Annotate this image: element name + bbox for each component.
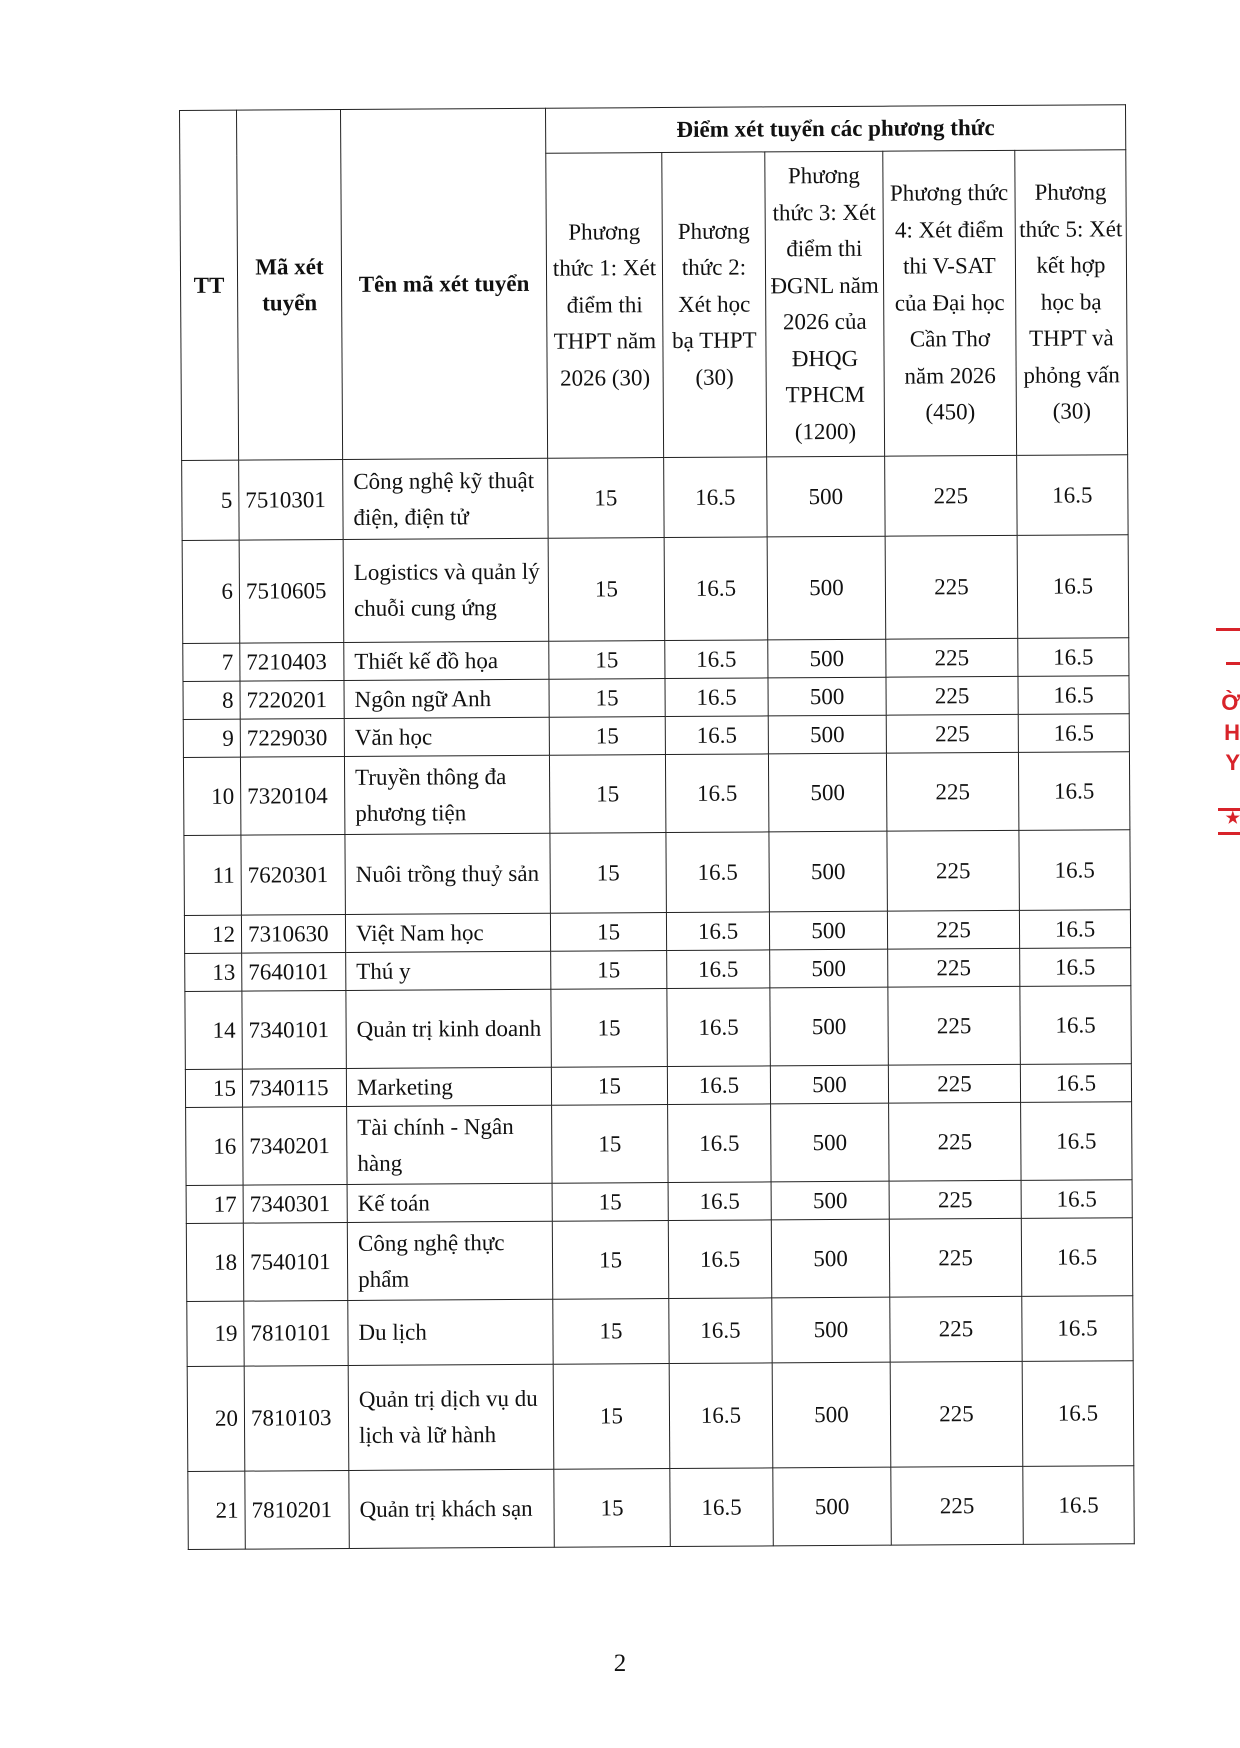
table-row [186,1218,1132,1302]
cell-tt: 15 [185,1069,242,1107]
cell-name: Nuôi trồng thuỷ sản [345,833,550,914]
cell-method-2: 16.5 [665,640,768,679]
table-row [185,948,1131,992]
cell-tt: 7 [183,643,240,681]
cell-method-3: 500 [768,639,886,678]
cell-tt: 13 [185,953,242,991]
cell-method-1: 15 [551,989,667,1068]
cell-method-3: 500 [770,949,888,988]
cell-method-5: 16.5 [1019,910,1130,949]
cell-method-4: 225 [891,1466,1023,1545]
cell-tt: 6 [182,540,240,643]
cell-method-4: 225 [889,1218,1021,1297]
cell-method-3: 500 [771,1181,889,1220]
cell-tt: 21 [188,1471,245,1549]
cell-code: 7510605 [239,540,344,644]
header-code: Mã xét tuyển [237,110,343,461]
cell-name: Thú y [346,951,551,990]
cell-method-2: 16.5 [668,1220,771,1299]
cell-method-4: 225 [888,986,1020,1065]
cell-method-4: 225 [890,1361,1023,1467]
cell-method-4: 225 [886,638,1018,677]
cell-method-4: 225 [889,1102,1021,1181]
cell-name: Truyền thông đa phương tiện [344,755,549,834]
cell-method-1: 15 [548,538,665,642]
cell-method-1: 15 [554,1469,670,1548]
cell-method-4: 225 [888,948,1020,987]
cell-name: Quản trị kinh doanh [346,989,551,1068]
cell-method-5: 16.5 [1018,714,1129,753]
cell-name: Quản trị dịch vụ du lịch và lữ hành [348,1364,554,1470]
cell-method-5: 16.5 [1018,638,1129,677]
cell-method-1: 15 [551,951,667,990]
cell-method-3: 500 [770,1065,888,1104]
cell-name: Kế toán [347,1183,552,1222]
cell-method-1: 15 [549,679,665,718]
cell-code: 7220201 [240,681,344,720]
cell-tt: 17 [186,1185,243,1223]
cell-method-5: 16.5 [1020,1064,1131,1103]
header-name: Tên mã xét tuyển [341,108,548,459]
cell-method-1: 15 [549,641,665,680]
header-method-5: Phương thức 5: Xét kết hợp học bạ THPT và phỏng vấn (30) [1015,150,1128,456]
table-row [183,752,1129,836]
cell-method-5: 16.5 [1021,1180,1132,1219]
cell-method-4: 225 [885,455,1017,536]
cell-method-1: 15 [550,833,666,914]
cell-method-1: 15 [552,1221,668,1300]
cell-method-3: 500 [771,1219,889,1298]
header-method-3: Phương thức 3: Xét điểm thi ĐGNL năm 2026 của ĐHQG TPHCM (1200) [765,151,885,457]
cell-method-2: 16.5 [670,1468,773,1547]
cell-method-3: 500 [768,753,886,832]
cell-method-1: 15 [550,913,666,952]
cell-code: 7310630 [241,914,345,953]
cell-method-5: 16.5 [1021,1218,1132,1297]
cell-name: Thiết kế đồ họa [344,641,549,680]
cell-method-4: 225 [886,752,1018,831]
cell-method-2: 16.5 [664,537,768,641]
cell-method-5: 16.5 [1018,752,1129,831]
cell-method-5: 16.5 [1022,1296,1133,1362]
table-row [182,455,1128,541]
cell-method-1: 15 [552,1105,668,1184]
cell-method-1: 15 [551,1067,667,1106]
cell-method-1: 15 [548,458,664,539]
cell-method-2: 16.5 [666,832,769,913]
table-row [184,830,1130,916]
cell-method-3: 500 [767,456,885,537]
cell-tt: 20 [187,1366,245,1471]
cell-tt: 14 [185,991,242,1069]
table-row [182,535,1129,644]
cell-method-5: 16.5 [1021,1102,1132,1181]
table-row [183,676,1129,720]
cell-code: 7640101 [242,952,346,991]
cell-method-1: 15 [553,1364,670,1470]
cell-code: 7540101 [243,1222,347,1301]
cell-method-1: 15 [552,1183,668,1222]
cell-tt: 10 [183,757,240,835]
table-row [186,1102,1132,1186]
cell-method-4: 225 [886,676,1018,715]
header-tt: TT [180,110,239,460]
cell-method-2: 16.5 [669,1363,773,1469]
cell-method-2: 16.5 [667,988,770,1067]
cell-method-3: 500 [773,1467,891,1546]
table-row [184,910,1130,954]
cell-method-5: 16.5 [1018,676,1129,715]
cell-name: Marketing [346,1067,551,1106]
header-row-group [180,105,1126,156]
cell-method-5: 16.5 [1020,986,1131,1065]
cell-method-5: 16.5 [1023,1466,1134,1545]
cell-method-2: 16.5 [666,912,769,951]
cell-method-2: 16.5 [665,716,768,755]
cell-method-2: 16.5 [667,950,770,989]
page-number: 2 [613,1650,627,1677]
cell-name: Công nghệ thực phẩm [347,1221,552,1300]
cell-tt: 19 [187,1301,244,1366]
cell-method-4: 225 [887,910,1019,949]
cell-method-1: 15 [549,755,665,834]
cell-code: 7340301 [243,1184,347,1223]
table-row [186,1180,1132,1224]
cell-code: 7620301 [241,834,345,915]
cell-name: Công nghệ kỹ thuật điện, điện tử [343,458,548,539]
cell-tt: 18 [186,1223,243,1301]
cell-method-3: 500 [768,715,886,754]
cell-method-4: 225 [886,714,1018,753]
table-row [185,1064,1131,1108]
cell-method-3: 500 [769,911,887,950]
cell-method-4: 225 [888,1064,1020,1103]
cell-method-2: 16.5 [669,1298,772,1364]
cell-name: Tài chính - Ngân hàng [347,1105,552,1184]
cell-code: 7810201 [245,1470,349,1549]
cell-name: Du lịch [348,1299,553,1365]
cell-method-4: 225 [889,1180,1021,1219]
cell-method-3: 500 [771,1103,889,1182]
cell-tt: 11 [184,835,241,915]
table-row [183,638,1129,682]
cell-name: Quản trị khách sạn [349,1469,554,1548]
cell-method-3: 500 [767,536,886,640]
cell-method-5: 16.5 [1019,830,1130,911]
cell-code: 7810103 [244,1365,349,1471]
cell-tt: 8 [183,681,240,719]
cell-name: Logistics và quản lý chuỗi cung ứng [343,538,549,642]
cell-method-5: 16.5 [1020,948,1131,987]
cell-method-5: 16.5 [1022,1361,1134,1467]
cell-code: 7510301 [239,460,343,541]
table-row [187,1361,1134,1472]
table-row [187,1296,1133,1367]
cell-method-5: 16.5 [1017,455,1128,536]
header-method-4: Phương thức 4: Xét điểm thi V-SAT của Đại học Cần Thơ năm 2026 (450) [883,150,1017,456]
cell-name: Việt Nam học [345,913,550,952]
cell-name: Văn học [344,717,549,756]
cell-code: 7810101 [244,1300,348,1366]
cell-method-2: 16.5 [664,457,767,538]
cell-method-2: 16.5 [665,678,768,717]
cell-tt: 9 [183,719,240,757]
cell-method-4: 225 [890,1296,1022,1362]
table-row [188,1466,1134,1550]
header-method-1: Phương thức 1: Xét điểm thi THPT năm 2026 (30) [546,153,664,459]
cell-tt: 12 [184,915,241,953]
cell-method-2: 16.5 [668,1182,771,1221]
cell-tt: 16 [186,1107,243,1185]
cell-method-3: 500 [769,831,887,912]
table-row [185,986,1131,1070]
cell-method-3: 500 [772,1362,891,1468]
cell-code: 7320104 [240,757,344,836]
cell-method-4: 225 [885,535,1018,639]
cell-name: Ngôn ngữ Anh [344,679,549,718]
cell-tt: 5 [182,460,239,540]
cell-method-1: 15 [549,717,665,756]
cell-method-3: 500 [770,987,888,1066]
cell-method-3: 500 [768,677,886,716]
table-row [183,714,1129,758]
header-method-2: Phương thức 2: Xét học bạ THPT (30) [662,152,767,458]
cell-code: 7229030 [240,719,344,758]
admission-score-table [179,104,1135,1550]
cell-method-2: 16.5 [665,754,768,833]
cell-code: 7210403 [240,643,344,682]
cell-code: 7340101 [242,990,346,1069]
cell-code: 7340201 [243,1106,347,1185]
cell-code: 7340115 [242,1068,346,1107]
cell-method-2: 16.5 [668,1104,771,1183]
cell-method-4: 225 [887,830,1019,911]
red-stamp-fragment: Ờ H Y ★ [1212,610,1240,850]
header-score-group: Điểm xét tuyển các phương thức [545,105,1125,154]
cell-method-3: 500 [772,1297,890,1363]
cell-method-1: 15 [553,1299,669,1365]
table-body [182,455,1135,1550]
cell-method-5: 16.5 [1017,535,1129,639]
cell-method-2: 16.5 [667,1066,770,1105]
